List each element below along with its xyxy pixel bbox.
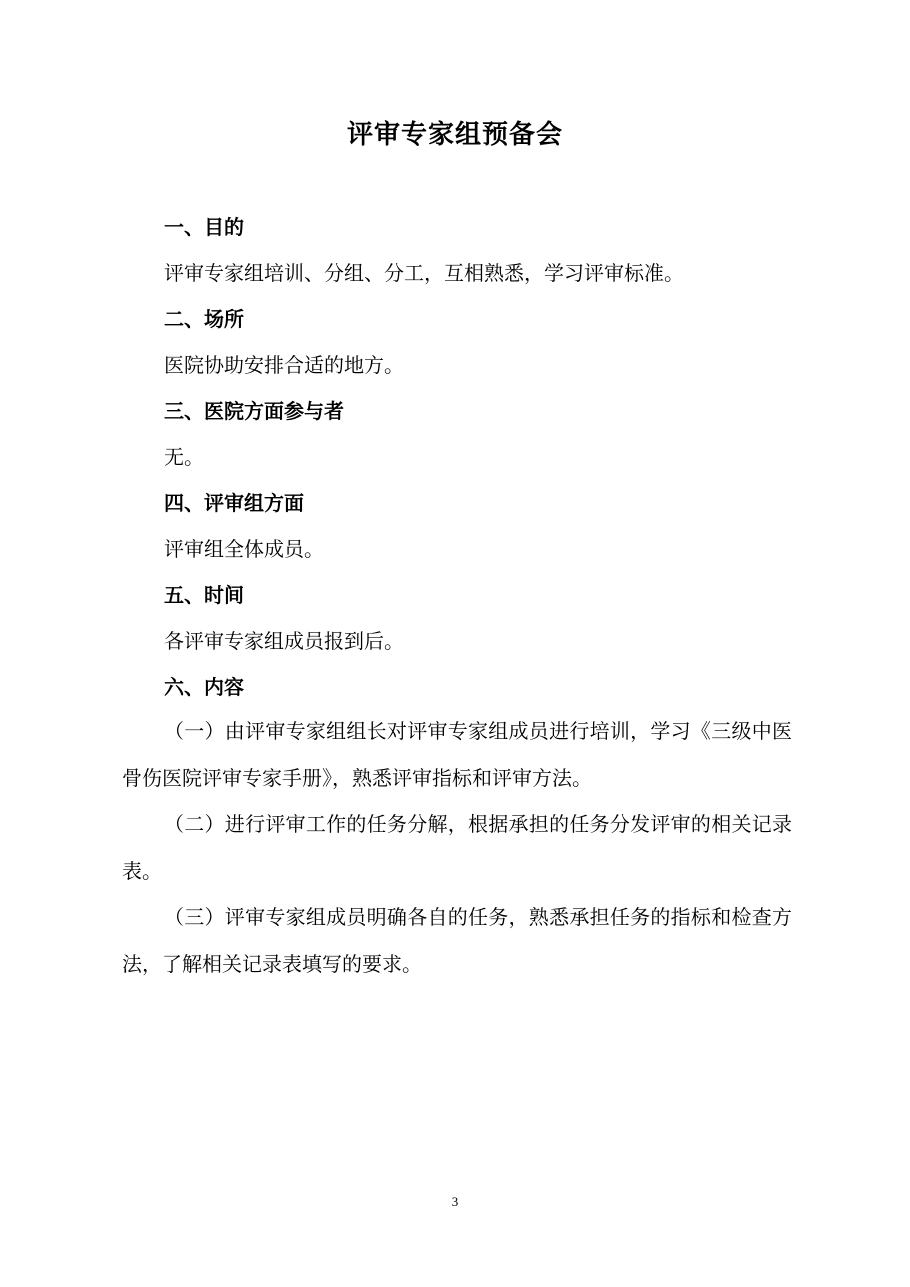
section-heading-review-team: 四、评审组方面 bbox=[164, 491, 304, 515]
section-body-review-team: 评审组全体成员。 bbox=[164, 537, 324, 561]
section-body-purpose: 评审专家组培训、分组、分工，互相熟悉，学习评审标准。 bbox=[164, 261, 684, 285]
section-body-hospital-participants: 无。 bbox=[164, 445, 204, 469]
content-item-2: （二）进行评审工作的任务分解，根据承担的任务分发评审的相关记录表。 bbox=[122, 812, 792, 883]
page-number: 3 bbox=[451, 1194, 459, 1209]
section-heading-venue: 二、场所 bbox=[164, 307, 244, 331]
section-body-time: 各评审专家组成员报到后。 bbox=[164, 629, 404, 653]
section-heading-hospital-participants: 三、医院方面参与者 bbox=[164, 399, 344, 423]
content-item-3: （三）评审专家组成员明确各自的任务，熟悉承担任务的指标和检查方法，了解相关记录表填写的要求。 bbox=[122, 905, 792, 976]
section-heading-purpose: 一、目的 bbox=[164, 215, 244, 239]
document-title: 评审专家组预备会 bbox=[346, 120, 563, 150]
section-body-venue: 医院协助安排合适的地方。 bbox=[164, 353, 404, 377]
section-heading-content: 六、内容 bbox=[164, 675, 244, 699]
content-item-1: （一）由评审专家组组长对评审专家组成员进行培训，学习《三级中医骨伤医院评审专家手册》，熟悉评审指标和评审方法。 bbox=[122, 719, 792, 790]
section-heading-time: 五、时间 bbox=[164, 583, 244, 607]
